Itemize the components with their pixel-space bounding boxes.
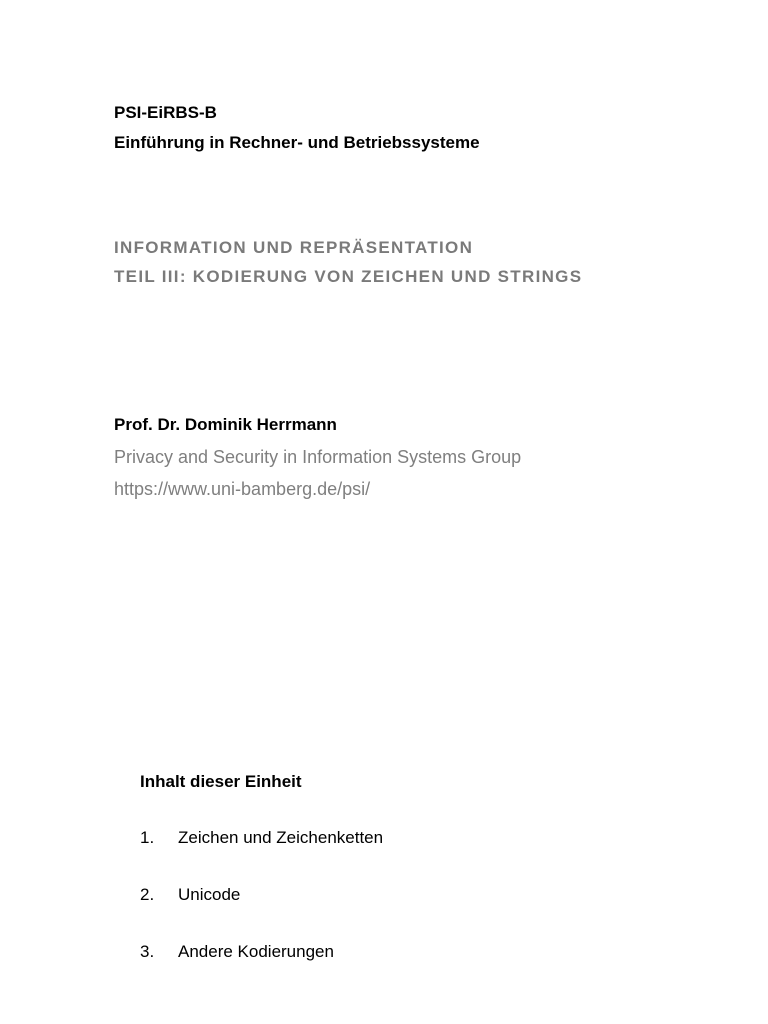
toc-item-number: 2.: [140, 885, 155, 904]
toc-item: [140, 823, 700, 853]
author-group: Privacy and Security in Information Systems Group: [114, 447, 522, 467]
toc-item-number: 3.: [140, 942, 155, 961]
author-name: Prof. Dr. Dominik Herrmann: [114, 415, 337, 434]
toc-item-number: 1.: [140, 828, 155, 847]
author-url-link[interactable]: https://www.uni-bamberg.de/psi/: [114, 479, 371, 499]
toc-heading: Inhalt dieser Einheit: [140, 772, 302, 791]
toc-item-label: Unicode: [178, 885, 241, 904]
table-of-contents: [140, 767, 700, 994]
toc-item-label: Zeichen und Zeichenketten: [178, 828, 384, 847]
toc-item: [140, 937, 700, 967]
topic-subtitle: TEIL III: KODIERUNG VON ZEICHEN UND STRINGS: [114, 267, 583, 286]
course-title: Einführung in Rechner- und Betriebssysteme: [114, 133, 480, 152]
toc-item-label: Andere Kodierungen: [178, 942, 334, 961]
topic-title: INFORMATION UND REPRÄSENTATION: [114, 238, 474, 257]
toc-item: [140, 880, 700, 910]
course-code: PSI-EiRBS-B: [114, 103, 217, 122]
